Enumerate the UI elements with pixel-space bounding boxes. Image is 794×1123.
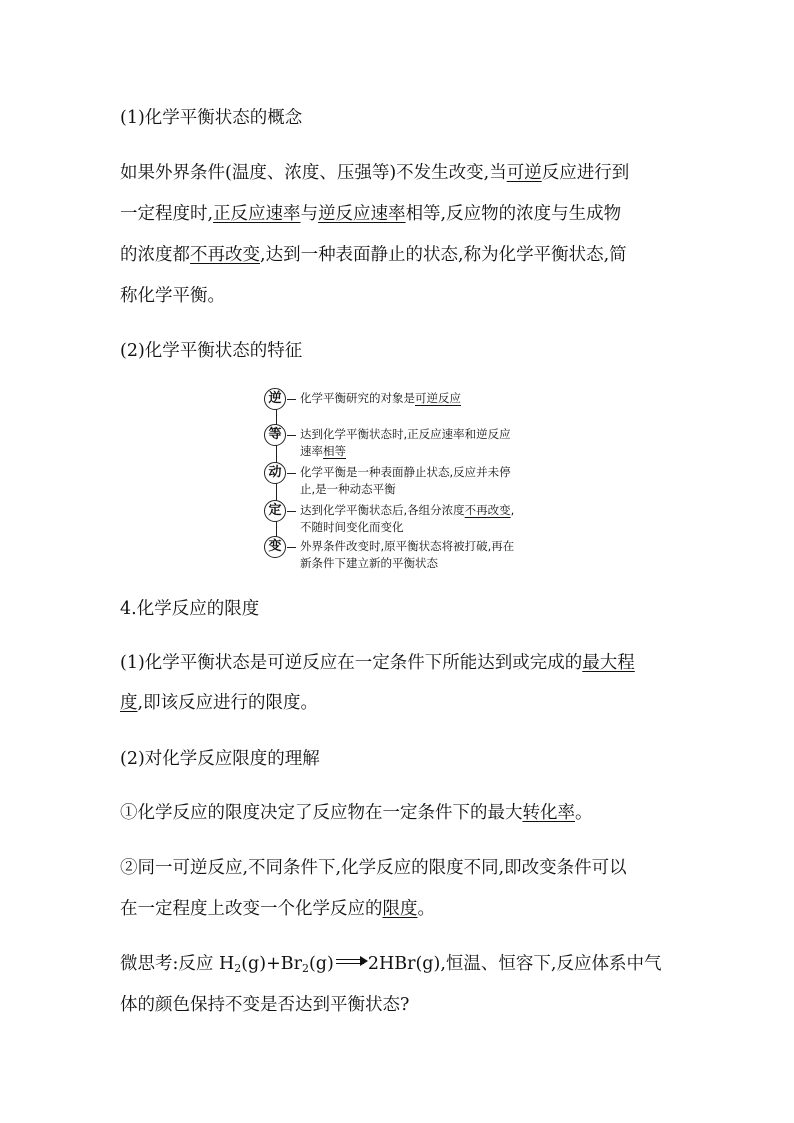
heading-equilibrium-concept: (1)化学平衡状态的概念 (120, 108, 303, 128)
desc-fixed: 达到化学平衡状态后,各组分浓度不再改变, 不随时间变化而变化 (300, 503, 515, 534)
connector (287, 435, 296, 436)
reversible-arrow-icon (334, 956, 368, 968)
node-fixed: 定 (264, 500, 286, 522)
think-line2: 体的颜色保持不变是否达到平衡状态? (120, 995, 410, 1015)
connector (287, 511, 296, 512)
underlined-term: 最大程 (582, 653, 635, 673)
para1-line1: 如果外界条件(温度、浓度、压强等)不发生改变,当可逆反应进行到 (120, 163, 630, 183)
heading-equilibrium-features: (2)化学平衡状态的特征 (120, 341, 303, 361)
node-change: 变 (264, 536, 286, 558)
underlined-term: 限度 (382, 899, 418, 919)
underlined-term: 不再改变 (190, 245, 260, 265)
desc-change: 外界条件改变时,原平衡状态将被打破,再在 新条件下建立新的平衡状态 (300, 539, 515, 570)
desc-dynamic: 化学平衡是一种表面静止状态,反应并未停 止,是一种动态平衡 (300, 465, 511, 496)
heading-limit-understanding: (2)对化学反应限度的理解 (120, 749, 320, 769)
node-dynamic: 动 (264, 462, 286, 484)
para1-line4: 称化学平衡。 (120, 286, 225, 306)
underlined-term: 可逆 (506, 163, 542, 183)
item1: ①化学反应的限度决定了反应物在一定条件下的最大转化率。 (120, 803, 593, 823)
desc-reversible: 化学平衡研究的对象是可逆反应 (300, 391, 461, 405)
think-line1: 微思考:反应 $H_2(g)+Br_2(g)$ 2HBr(g),恒温、恒容下,反应体系中气 (120, 954, 662, 975)
item2-line1: ②同一可逆反应,不同条件下,化学反应的限度不同,即改变条件可以 (120, 858, 627, 878)
connector (287, 473, 296, 474)
connector (287, 399, 296, 400)
connector (287, 547, 296, 548)
para1-line2: 一定程度时,正反应速率与逆反应速率相等,反应物的浓度与生成物 (120, 204, 622, 224)
underlined-term: 度 (120, 693, 138, 713)
underlined-term: 逆反应速率 (318, 204, 406, 224)
node-reversible: 逆 (264, 388, 286, 410)
underlined-term: 正反应速率 (213, 204, 301, 224)
item2-line2: 在一定程度上改变一个化学反应的限度。 (120, 899, 435, 919)
equilibrium-features-diagram (264, 386, 544, 576)
section4-title: 4.化学反应的限度 (120, 599, 260, 619)
node-equal: 等 (264, 424, 286, 446)
desc-equal: 达到化学平衡状态时,正反应速率和逆反应 速率相等 (300, 427, 511, 458)
s4-p1-line1: (1)化学平衡状态是可逆反应在一定条件下所能达到或完成的最大程 (120, 653, 635, 673)
underlined-term: 转化率 (522, 803, 575, 823)
para1-line3: 的浓度都不再改变,达到一种表面静止的状态,称为化学平衡状态,简 (120, 245, 627, 265)
s4-p1-line2: 度,即该反应进行的限度。 (120, 693, 319, 713)
